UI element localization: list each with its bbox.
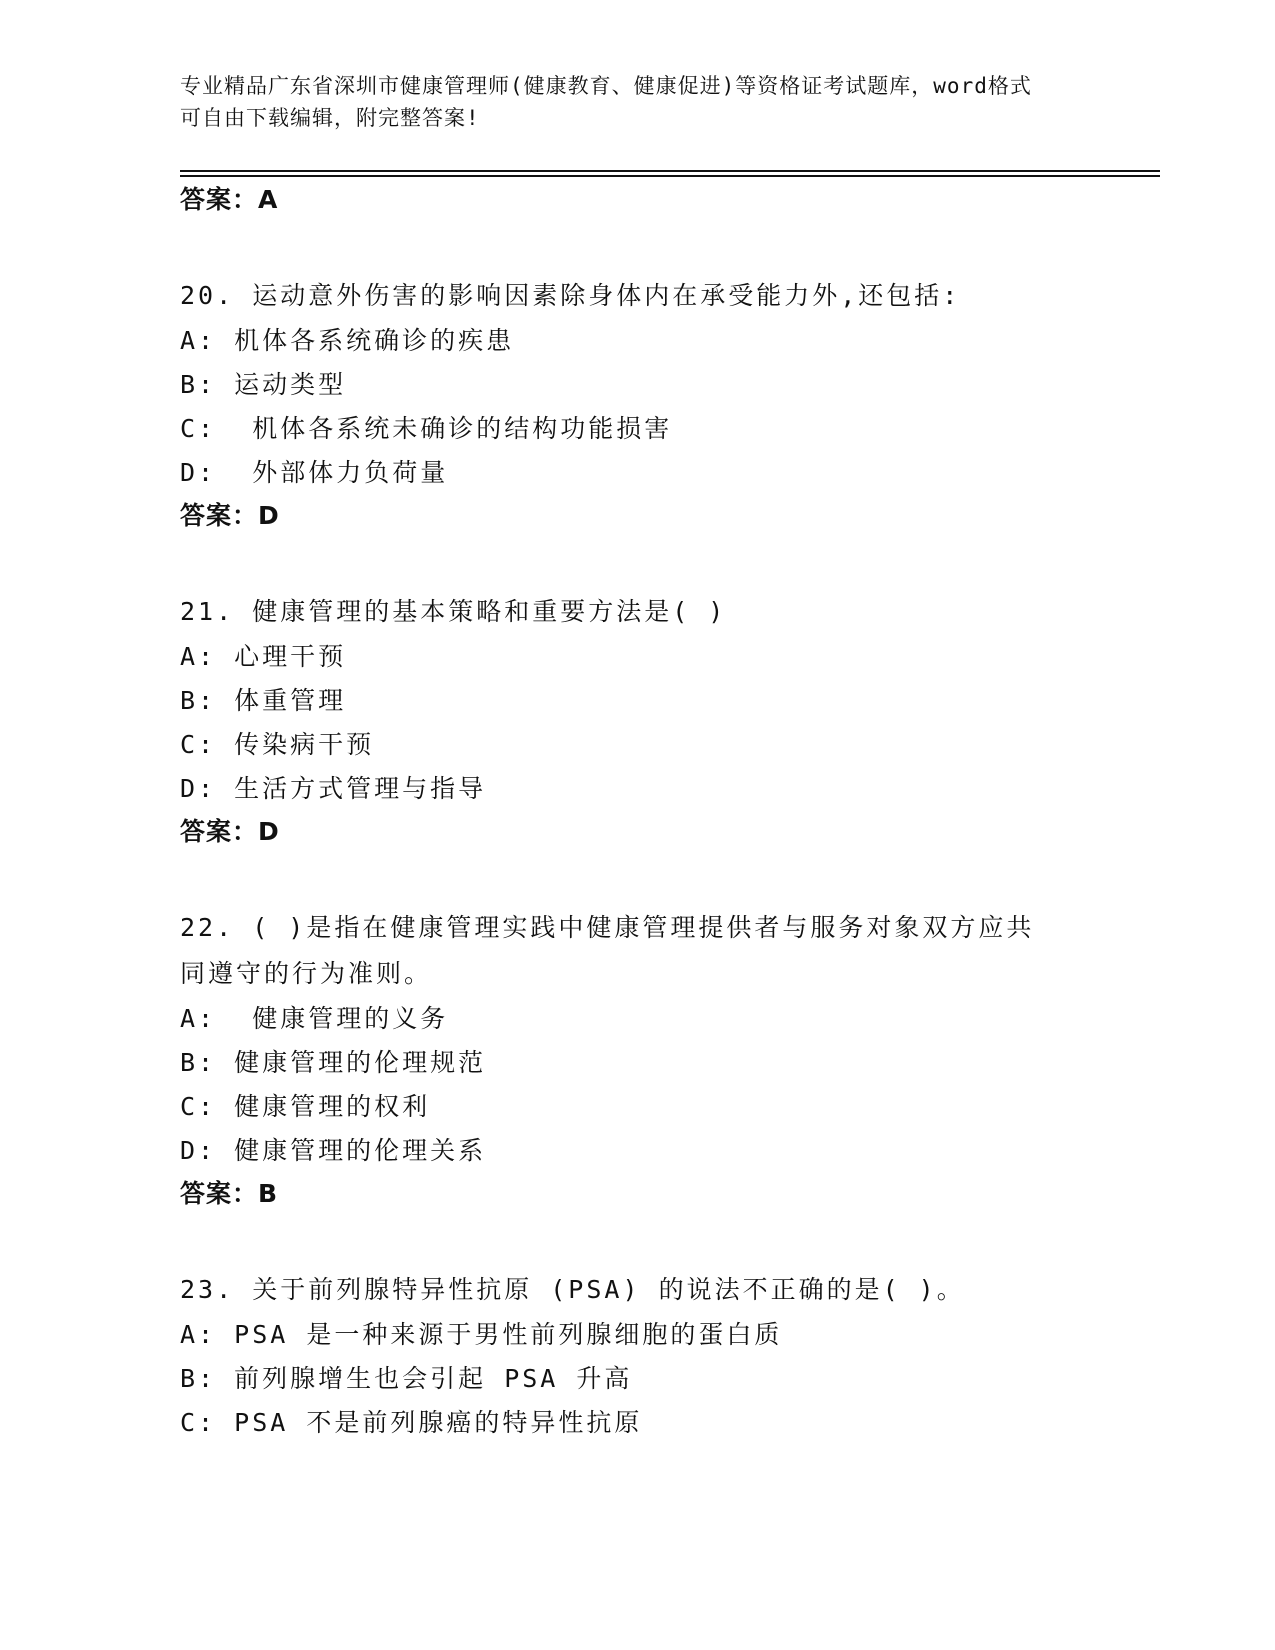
divider-line-top: [180, 170, 1160, 172]
question-stem: 23. 关于前列腺特异性抗原 (PSA) 的说法不正确的是( )。: [180, 1275, 965, 1304]
answer-line: 答案：B: [180, 1179, 279, 1208]
question-item: [180, 273, 1160, 531]
answer-line: 答案：D: [180, 501, 280, 530]
answer-line: 答案：A: [180, 185, 279, 214]
divider-line-bottom: [180, 175, 1160, 177]
option-b: B: 前列腺增生也会引起 PSA 升高: [180, 1364, 633, 1393]
header-divider: [180, 170, 1160, 177]
option-d: D: 生活方式管理与指导: [180, 774, 487, 803]
option-b: B: 健康管理的伦理规范: [180, 1048, 487, 1077]
option-a: A: 心理干预: [180, 642, 347, 671]
document-page: [180, 70, 1160, 1445]
option-c: C: 健康管理的权利: [180, 1092, 431, 1121]
question-stem: 20. 运动意外伤害的影响因素除身体内在承受能力外,还包括:: [180, 281, 961, 310]
question-item: [180, 589, 1160, 847]
option-d: D: 外部体力负荷量: [180, 458, 449, 487]
question-item: [180, 1267, 1160, 1445]
question-stem: 22. ( )是指在健康管理实践中健康管理提供者与服务对象双方应共同遵守的行为准则。: [180, 913, 1035, 988]
option-a: A: 健康管理的义务: [180, 1004, 449, 1033]
option-d: D: 健康管理的伦理关系: [180, 1136, 487, 1165]
question-stem: 21. 健康管理的基本策略和重要方法是( ): [180, 597, 727, 626]
option-c: C: 机体各系统未确诊的结构功能损害: [180, 414, 673, 443]
option-b: B: 运动类型: [180, 370, 347, 399]
option-b: B: 体重管理: [180, 686, 347, 715]
option-c: C: 传染病干预: [180, 730, 375, 759]
document-header: 专业精品广东省深圳市健康管理师(健康教育、健康促进)等资格证考试题库，word格式可自由下载编辑，附完整答案!: [180, 74, 1032, 130]
option-a: A: PSA 是一种来源于男性前列腺细胞的蛋白质: [180, 1320, 783, 1349]
option-c: C: PSA 不是前列腺癌的特异性抗原: [180, 1408, 643, 1437]
option-a: A: 机体各系统确诊的疾患: [180, 326, 515, 355]
answer-line: 答案：D: [180, 817, 280, 846]
question-item: [180, 905, 1160, 1209]
